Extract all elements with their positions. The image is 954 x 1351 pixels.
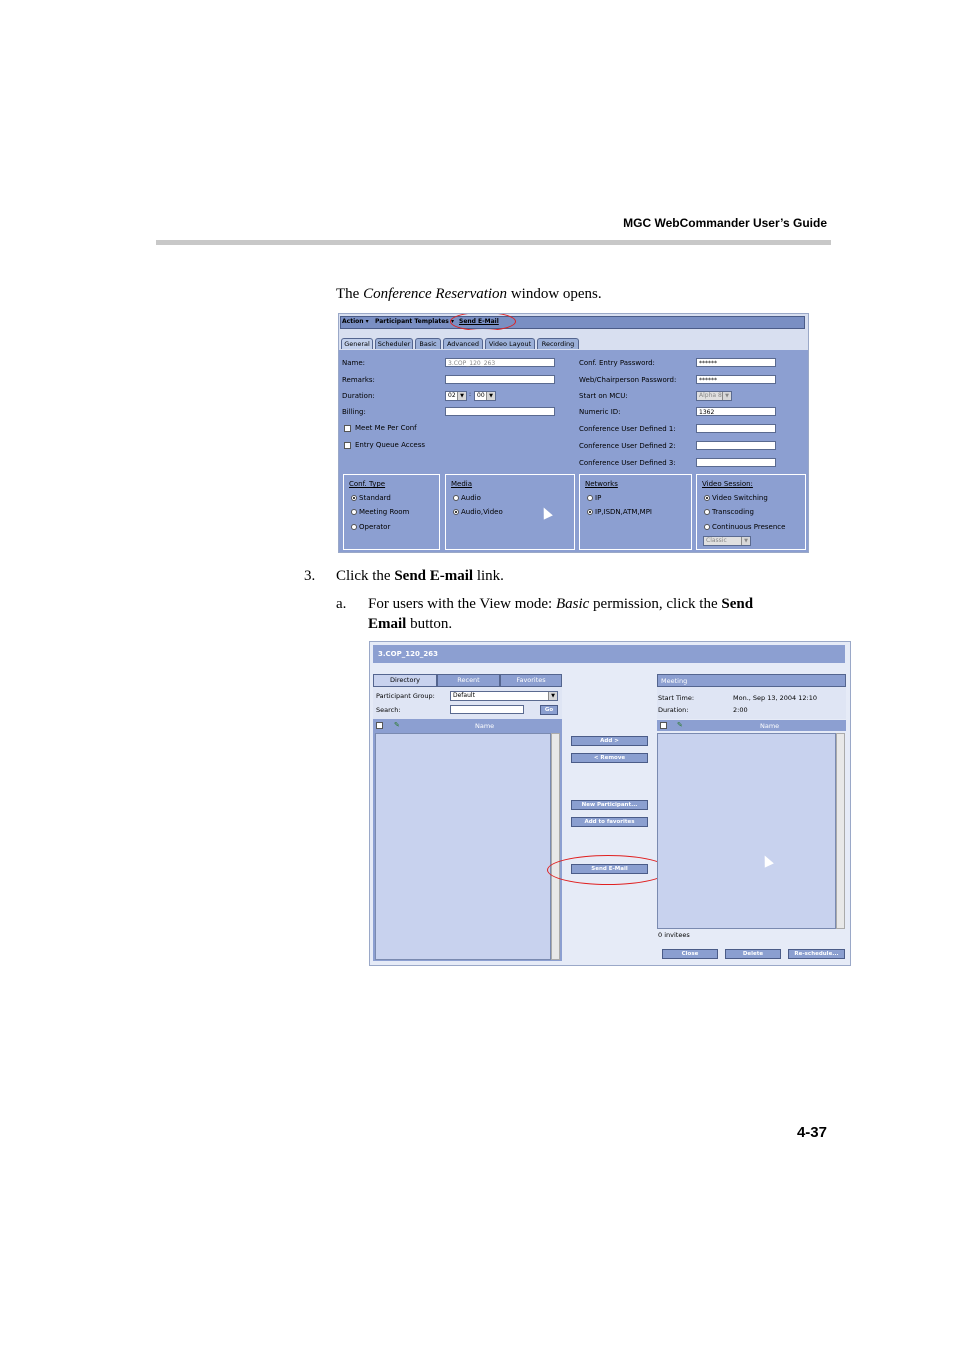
user-defined-3-field[interactable] — [696, 458, 776, 467]
new-participant-button[interactable]: New Participant... — [571, 800, 648, 810]
search-label: Search: — [376, 706, 401, 714]
tab-recording[interactable]: Recording — [537, 338, 579, 349]
entry-password-field[interactable]: ****** — [696, 358, 776, 367]
tab-recent[interactable]: Recent — [437, 674, 500, 687]
user-defined-1-label: Conference User Defined 1: — [579, 425, 676, 433]
name-column-header: Name — [760, 722, 780, 730]
mcu-select[interactable]: Alpha 8 ▼ — [696, 391, 732, 401]
ip-isdn-radio[interactable]: IP,ISDN,ATM,MPI — [587, 508, 652, 516]
intro-paragraph: The Conference Reservation window opens. — [336, 286, 602, 302]
tab-general[interactable]: General — [341, 338, 373, 349]
video-session-group: Video Session: Video Switching Transcoding Continuous Presence Classic ▼ — [696, 474, 806, 550]
chevron-down-icon: ▼ — [741, 537, 750, 545]
invitees-scrollbar[interactable] — [836, 733, 845, 929]
duration-label: Duration: — [658, 706, 689, 714]
audio-video-radio[interactable]: Audio,Video — [453, 508, 503, 516]
meet-me-checkbox[interactable]: Meet Me Per Conf — [344, 424, 417, 432]
remove-button[interactable]: < Remove — [571, 753, 648, 763]
go-button[interactable]: Go — [540, 705, 558, 715]
directory-list[interactable] — [375, 733, 551, 960]
ip-radio[interactable]: IP — [587, 494, 601, 502]
duration-minutes-select[interactable]: 00 ▼ — [474, 391, 496, 401]
chevron-down-icon: ▼ — [486, 392, 495, 400]
chevron-down-icon: ▼ — [548, 692, 557, 700]
participant-group-select[interactable]: Default ▼ — [450, 691, 558, 701]
colon-separator: : — [469, 391, 472, 398]
header-rule — [156, 240, 831, 245]
continuous-presence-radio[interactable]: Continuous Presence — [704, 523, 785, 531]
chairperson-password-field[interactable]: ****** — [696, 375, 776, 384]
tab-scheduler[interactable]: Scheduler — [375, 338, 413, 349]
user-defined-2-label: Conference User Defined 2: — [579, 442, 676, 450]
name-column-header: Name — [475, 722, 495, 730]
running-header: MGC WebCommander User’s Guide — [623, 216, 827, 230]
user-defined-1-field[interactable] — [696, 424, 776, 433]
tab-directory[interactable]: Directory — [373, 674, 437, 687]
step-a-letter: a. — [336, 596, 347, 612]
entry-password-label: Conf. Entry Password: — [579, 359, 655, 367]
select-all-checkbox[interactable] — [376, 722, 383, 729]
remarks-label: Remarks: — [342, 376, 375, 384]
page-number: 4-37 — [796, 1124, 827, 1141]
checkbox-icon — [344, 425, 351, 432]
operator-radio[interactable]: Operator — [351, 523, 390, 531]
send-email-button[interactable]: Send E-Mail — [571, 864, 648, 874]
duration-hours-select[interactable]: 02 ▼ — [445, 391, 467, 401]
chevron-down-icon: ▼ — [457, 392, 466, 400]
start-on-mcu-label: Start on MCU: — [579, 392, 628, 400]
name-label: Name: — [342, 359, 366, 367]
delete-button[interactable]: Delete — [725, 949, 781, 959]
media-group: Media Audio Audio,Video — [445, 474, 575, 550]
window-title: 3.COP_120_263 — [378, 650, 438, 658]
action-menu[interactable]: Action ▾ — [342, 318, 369, 325]
participants-window — [369, 641, 851, 966]
participant-type-icon: ✎ — [394, 721, 400, 729]
user-defined-3-label: Conference User Defined 3: — [579, 459, 676, 467]
step-a-text: For users with the View mode: Basic permission, click the Send Email button. — [368, 596, 754, 632]
participant-group-label: Participant Group: — [376, 692, 435, 700]
numeric-id-field[interactable]: 1362 — [696, 407, 776, 416]
select-all-invitees-checkbox[interactable] — [660, 722, 667, 729]
transcoding-radio[interactable]: Transcoding — [704, 508, 754, 516]
conference-reservation-window — [338, 313, 809, 553]
add-to-favorites-button[interactable]: Add to favorites — [571, 817, 648, 827]
invitees-count: 0 invitees — [658, 931, 690, 939]
highlight-circle — [547, 855, 669, 885]
close-button[interactable]: Close — [662, 949, 718, 959]
billing-label: Billing: — [342, 408, 366, 416]
entry-queue-checkbox[interactable]: Entry Queue Access — [344, 441, 425, 449]
chevron-down-icon: ▼ — [722, 392, 731, 400]
chairperson-password-label: Web/Chairperson Password: — [579, 376, 677, 384]
checkbox-icon — [344, 442, 351, 449]
invitees-list[interactable] — [657, 733, 836, 929]
step-3-text: Click the Send E-mail link. — [336, 568, 504, 584]
audio-radio[interactable]: Audio — [453, 494, 481, 502]
add-button[interactable]: Add > — [571, 736, 648, 746]
layout-select[interactable]: Classic ▼ — [703, 536, 751, 546]
tab-basic[interactable]: Basic — [415, 338, 441, 349]
video-switching-radio[interactable]: Video Switching — [704, 494, 768, 502]
networks-group: Networks IP IP,ISDN,ATM,MPI — [579, 474, 692, 550]
participant-templates-menu[interactable]: Participant Templates ▾ — [375, 318, 454, 325]
standard-radio[interactable]: Standard — [351, 494, 391, 502]
tab-video-layout[interactable]: Video Layout — [485, 338, 535, 349]
name-field[interactable]: 3.COP_120_263 — [445, 358, 555, 367]
start-time-label: Start Time: — [658, 694, 695, 702]
send-email-link[interactable]: Send E-Mail — [459, 318, 499, 325]
directory-scrollbar[interactable] — [551, 733, 560, 960]
remarks-field[interactable] — [445, 375, 555, 384]
tab-advanced[interactable]: Advanced — [443, 338, 483, 349]
duration-value: 2:00 — [733, 706, 748, 714]
step-3-number: 3. — [304, 568, 316, 584]
participant-type-icon: ✎ — [677, 721, 683, 729]
meeting-header: Meeting — [661, 677, 688, 685]
tab-favorites[interactable]: Favorites — [500, 674, 562, 687]
meeting-room-radio[interactable]: Meeting Room — [351, 508, 409, 516]
numeric-id-label: Numeric ID: — [579, 408, 621, 416]
billing-field[interactable] — [445, 407, 555, 416]
start-time-value: Mon., Sep 13, 2004 12:10 — [733, 694, 817, 702]
user-defined-2-field[interactable] — [696, 441, 776, 450]
duration-label: Duration: — [342, 392, 375, 400]
reschedule-button[interactable]: Re-schedule... — [788, 949, 845, 959]
search-input[interactable] — [450, 705, 524, 714]
conf-type-group: Conf. Type Standard Meeting Room Operator — [343, 474, 440, 550]
